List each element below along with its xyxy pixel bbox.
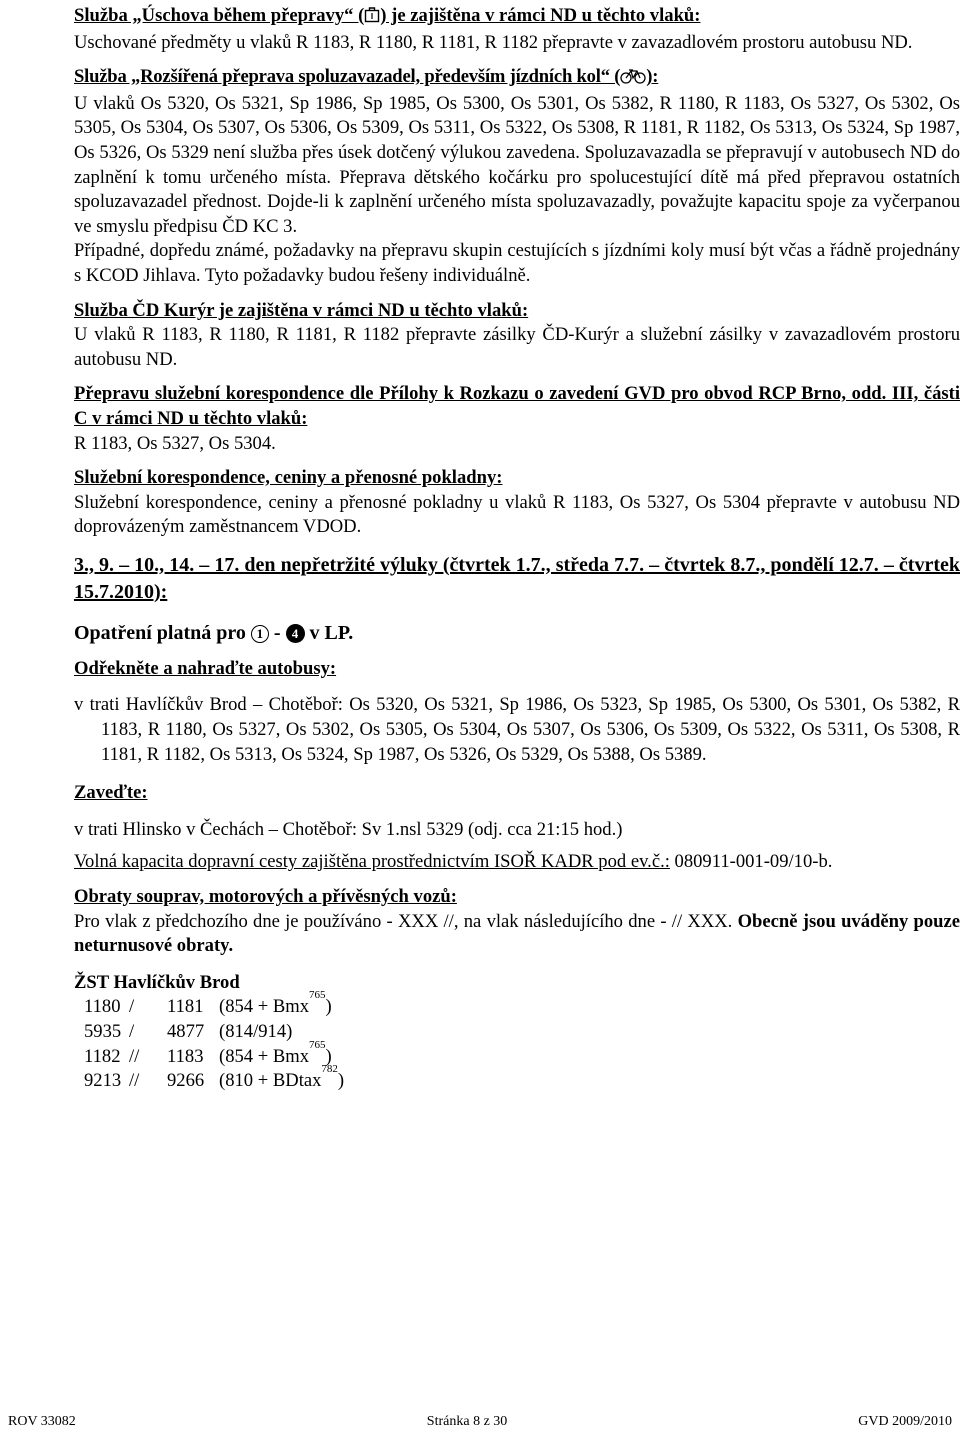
train-number: 1180 [84,996,121,1018]
document-body [74,4,960,1094]
turns-section [74,885,960,1094]
turns-heading: Obraty souprav, motorových a přívěsných vozů: [74,886,457,908]
closing-paren: ) [325,1045,332,1067]
outage-section [74,552,960,875]
turn-row [84,989,960,1020]
cancel-text: v trati Havlíčkův Brod – Chotěboř: Os 5320, Os 5321, Sp 1986, Os 5323, Sp 1985, Os 5300, Os 5301, Os 5382, R 1183, R 1180, Os 5327, Os 5302, Os 5305, Os 5304, Os 5307, Os 5306, Os 5309, Os 5322, Os 5311, Os 5308, R 1181, R 1182, Os 5313, Os 5324, Sp 1987, Os 5326, Os 5329, Os 5388, Os 5389. [74,694,960,765]
turn-row [84,1020,960,1045]
section-correspondence [74,382,960,456]
turn-row [84,1038,960,1070]
page-footer [0,1414,960,1430]
footer-page-number: Stránka 8 z 30 [426,1414,508,1429]
train-number: 1182 [84,1045,121,1067]
footer-timetable: GVD 2009/2010 [858,1414,952,1429]
turn-separator: // [129,1070,140,1092]
footer-doc-id: ROV 33082 [8,1414,76,1429]
bicycle-icon [620,67,646,92]
turn-separator: / [129,1021,135,1042]
vehicle-set: (810 + BDtax [219,1070,322,1092]
vehicle-number: 782 [321,1063,338,1076]
section-text: U vlaků Os 5320, Os 5321, Sp 1986, Sp 1985, Os 5300, Os 5301, Os 5382, R 1180, R 1183, Os 5327, Os 5302, Os 5305, Os 5304, Os 5307, Os 5306, Os 5309, Os 5311, Os 5322, Os 5308, R 1181, R 1182, Os 5313, Os 5324, Sp 1987, Os 5326, Os 5329 není služba přes úsek dotčený výlukou zavedena. Spoluzavazadla se přepravují v autobusech ND do zaplnění k tomu určeného místa. Přeprava dětského kočárku pro spolucestující dítě má před přepravou ostatních spoluzavazadel přednost. Dojde-li k zaplnění určeného místa spoluzavazadly, považujte kapacitu spoje za vyčerpanou ve smyslu předpisu ČD KC 3. [74,92,960,237]
turn-separator: // [129,1045,140,1067]
circled-number: 4 [286,624,305,643]
section-text: R 1183, Os 5327, Os 5304. [74,432,276,454]
measures-line: Opatření platná pro 1 - 4 v LP. [74,621,354,644]
turns-list [84,989,960,1093]
train-number: 9266 [167,1070,205,1092]
cancel-heading: Odřekněte a nahraďte autobusy: [74,657,337,679]
section-courier-service [74,299,960,373]
section-luggage-service [74,4,960,55]
vehicle-set: (854 + Bmx [219,1045,310,1067]
closing-paren: ) [325,996,332,1018]
introduce-text: v trati Hlinsko v Čechách – Chotěboř: Sv 1.nsl 5329 (odj. cca 21:15 hod.) [74,818,623,840]
outage-title: 3., 9. – 10., 14. – 17. den nepřetržité výluky (čtvrtek 1.7., středa 7.7. – čtvrtek 8.7., pondělí 12.7. – čtvrtek 15.7.2010): [74,553,960,603]
section-heading: Přepravu služební korespondence dle Přílohy k Rozkazu o zavedení GVD pro obvod RCP Brno, odd. III, části C v rámci ND u těchto vlaků: [74,383,960,429]
turn-row [84,1063,960,1094]
section-text: Uschované předměty u vlaků R 1183, R 1180, R 1181, R 1182 přepravte v zavazadlovém prostoru autobusu ND. [74,31,913,53]
vehicle-number: 765 [309,989,326,1002]
train-number: 9213 [84,1070,122,1092]
section-heading: Služba „Úschova během přepravy“ ( ) je zajištěna v rámci ND u těchto vlaků: [74,4,960,31]
vehicle-number: 765 [309,1038,326,1051]
section-heading: Služba „Rozšířená přeprava spoluzavazadel, především jízdních kol“ ( ): [74,65,960,92]
depot-name: ŽST Havlíčkův Brod [74,971,240,993]
section-text: Služební korespondence, ceniny a přenosné pokladny u vlaků R 1183, Os 5327, Os 5304 přepravte v autobusu ND doprovázeným zaměstnancem VDOD. [74,491,960,538]
introduce-heading: Zaveďte: [74,782,148,804]
vehicle-set: (814/914) [219,1021,293,1042]
train-number: 5935 [84,1021,122,1042]
capacity-note: Volná kapacita dopravní cesty zajištěna prostřednictvím ISOŘ KADR pod ev.č.: 080911-001-09/10-b. [74,851,833,873]
turns-text: Pro vlak z předchozího dne je používáno - XXX //, na vlak následujícího dne - // XXX. Obecně jsou uváděny pouze neturnusové obraty. [74,910,960,957]
section-heading: Služební korespondence, ceniny a přenosné pokladny: [74,467,503,489]
vehicle-set: (854 + Bmx [219,996,310,1018]
section-valuables [74,466,960,540]
closing-paren: ) [337,1070,345,1092]
suitcase-icon [364,6,380,31]
section-bicycle-service [74,65,960,288]
turn-separator: / [129,996,135,1018]
circled-number: 1 [251,625,269,643]
train-number: 4877 [167,1021,205,1042]
train-number: 1183 [167,1045,204,1067]
section-text: U vlaků R 1183, R 1180, R 1181, R 1182 přepravte zásilky ČD-Kurýr a služební zásilky v zavazadlovém prostoru autobusu ND. [74,324,960,370]
section-text: Případné, dopředu známé, požadavky na přepravu skupin cestujících s jízdními koly musí být včas a řádně projednány s KCOD Jihlava. Tyto požadavky budou řešeny individuálně. [74,240,960,286]
train-number: 1181 [167,996,204,1018]
section-heading: Služba ČD Kurýr je zajištěna v rámci ND u těchto vlaků: [74,299,529,321]
